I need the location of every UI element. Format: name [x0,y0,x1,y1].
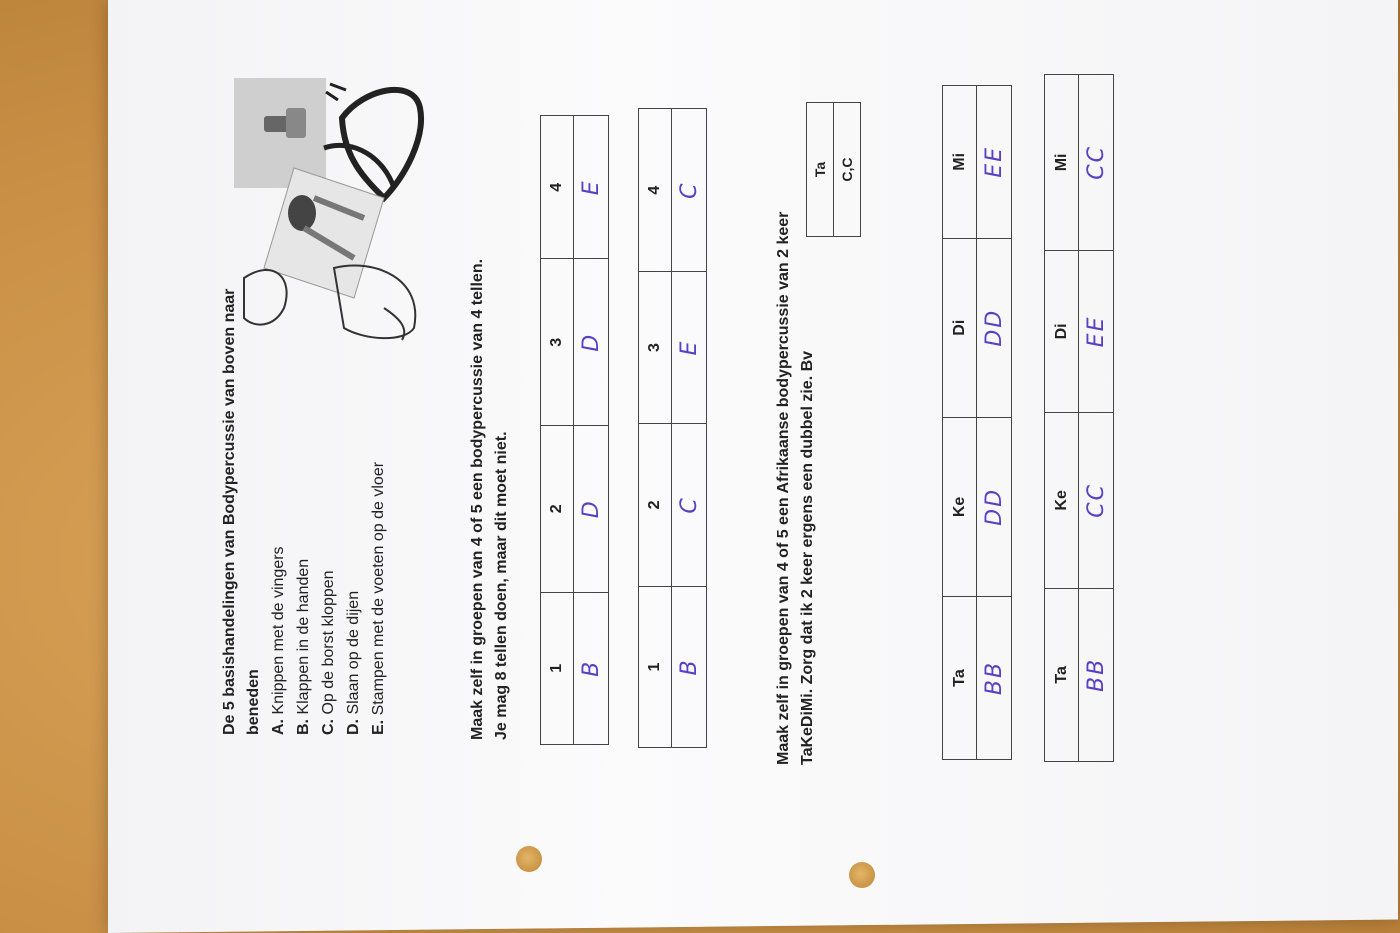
table-header: 1 [541,592,574,744]
count-table-1 [540,115,609,745]
answer-cell: EE [977,86,1012,239]
table-header: Ke [943,417,977,596]
table-header: Di [1045,250,1079,412]
list-item: C. Op de borst kloppen [320,570,337,735]
list-item: E. Stampen met de voeten op de vloer [370,461,387,735]
binder-hole [849,862,875,888]
task1-line2: Je mag 8 tellen doen, maar dit moet niet. [493,431,510,740]
task2-line2: TaKeDiMi. Zorg dat ik 2 keer ergens een dubbel zie. Bv [799,350,816,765]
list-item: B. Klappen in de handen [295,558,312,735]
intro-block [218,289,391,735]
table-header: 3 [639,272,672,423]
table-header: 4 [639,109,672,272]
answer-cell: D [574,426,609,593]
table-header: 1 [639,587,672,748]
binder-hole [516,846,542,872]
count-table-2 [638,108,707,748]
task1-line1: Maak zelf in groepen van 4 of 5 een bodypercussie van 4 tellen. [469,258,486,740]
answer-cell: DD [977,417,1012,596]
task1-instructions [466,259,514,740]
intro-title: De 5 basishandelingen van Bodypercussie van boven naar [221,288,238,735]
list-item: D. Slaan op de dijen [345,590,362,735]
answer-cell: B [672,587,707,748]
table-header: Ke [1045,412,1079,588]
task2-line1: Maak zelf in groepen van 4 of 5 een Afrikaanse bodypercussie van 2 keer [775,211,792,765]
table-header: Di [943,238,977,417]
takedimi-table-1 [942,85,1012,760]
example-header: Ta [807,103,834,237]
answer-cell: E [574,116,609,259]
answer-cell: EE [1079,250,1114,412]
table-header: Mi [943,86,977,239]
example-value: C,C [834,103,861,237]
answer-cell: C [672,109,707,272]
table-header: 2 [541,426,574,593]
answer-cell: DD [977,238,1012,417]
intro-title-cont: beneden [245,669,262,735]
answer-cell: BB [1079,588,1114,761]
table-header: Mi [1045,75,1079,251]
example-table [806,102,861,237]
table-header: 3 [541,259,574,426]
answer-cell: B [574,592,609,744]
table-header: 4 [541,116,574,259]
answer-cell: BB [977,597,1012,760]
answer-cell: CC [1079,412,1114,588]
answer-cell: D [574,259,609,426]
table-header: 2 [639,423,672,586]
answer-cell: CC [1079,75,1114,251]
list-item: A. Knippen met de vingers [270,546,287,735]
basic-moves-list [266,289,391,735]
table-header: Ta [1045,588,1079,761]
task2-instructions [772,212,820,765]
takedimi-table-2 [1044,74,1114,762]
answer-cell: E [672,272,707,423]
table-header: Ta [943,597,977,760]
answer-cell: C [672,423,707,586]
